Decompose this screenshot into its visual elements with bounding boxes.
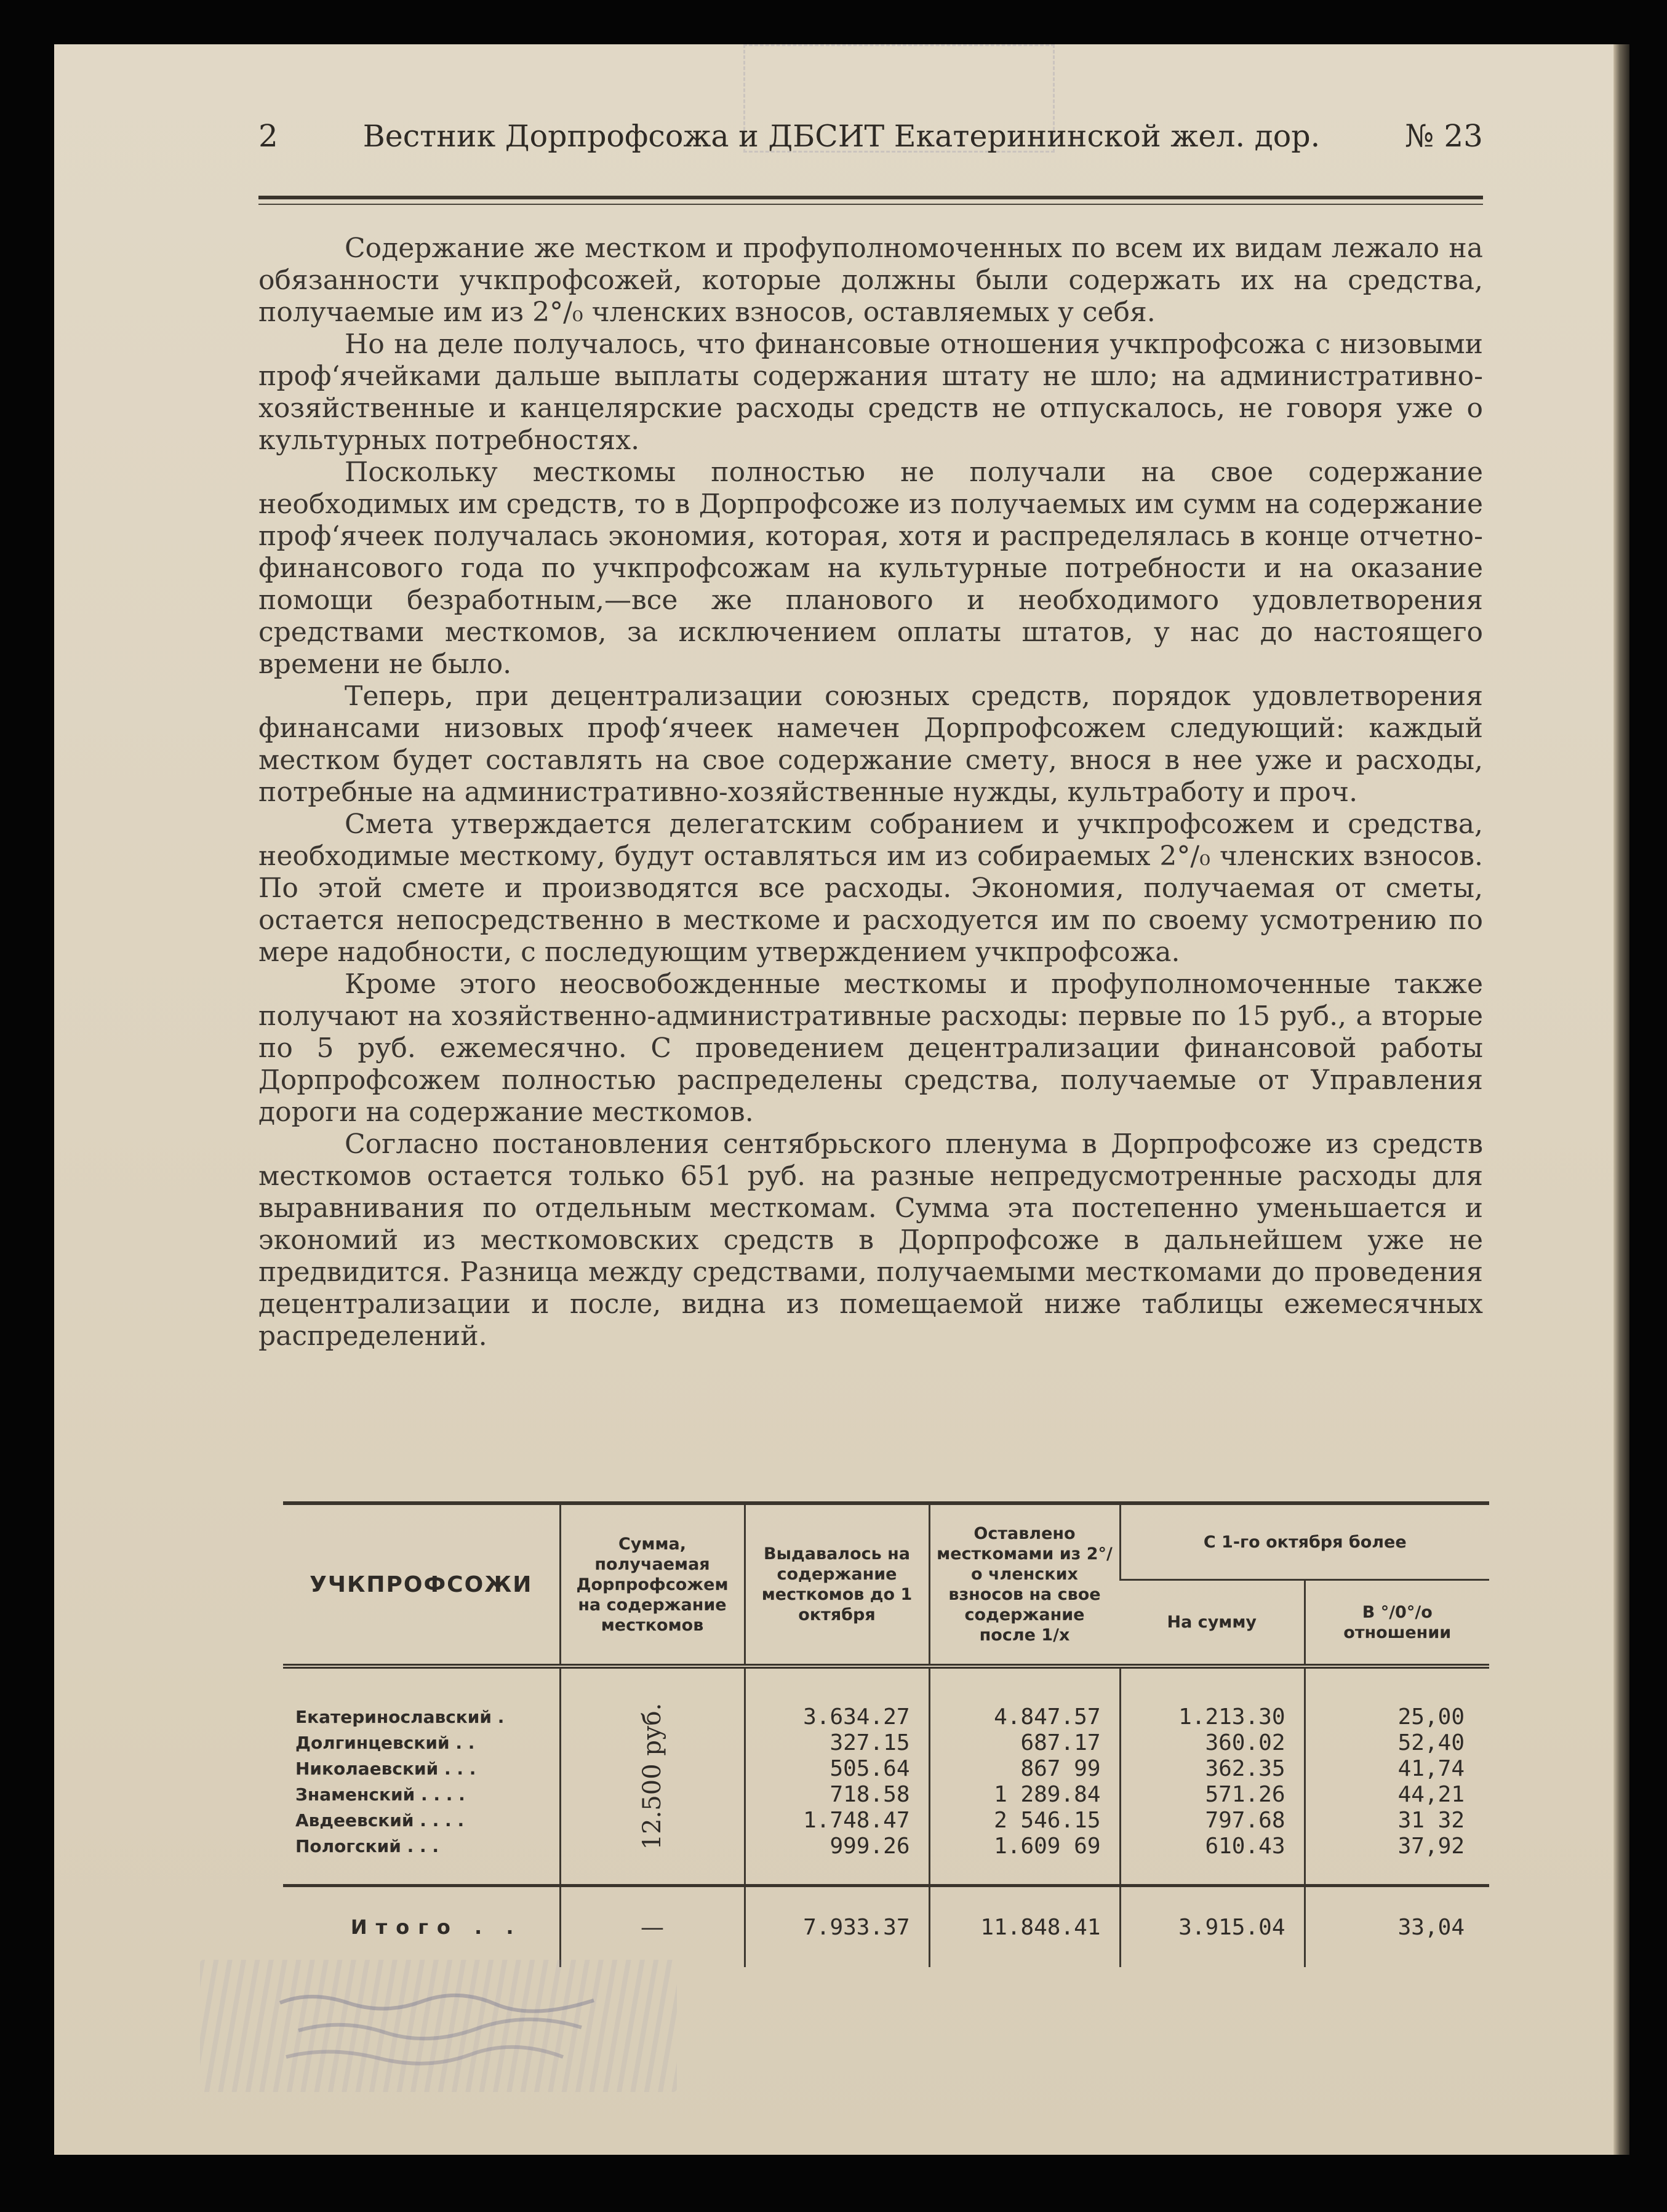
received-total-cell — [560, 1666, 745, 1886]
percent-value: 25,00 — [1397, 1704, 1465, 1730]
header-received: Сумма, получаемая Дорпрофсожем на содержание месткомов — [560, 1503, 745, 1666]
paid-before-value: 3.634.27 — [803, 1704, 910, 1730]
paragraph: Но на деле получалось, что финансовые отношения учкпрофсожа с низовыми проф‘ячейками дальше выплаты содержания штату не шло; на административно-хозяйственные и канцелярские расходы средств не отпускалось, не говоря уже о культурных потребностях. — [258, 329, 1483, 456]
distribution-table-wrap — [283, 1501, 1489, 1987]
union-name: Авдеевский . . . . — [295, 1810, 465, 1831]
total-received: — — [560, 1886, 745, 1968]
kept-after-value: 2 546.15 — [994, 1808, 1101, 1833]
paid-before-value: 505.64 — [830, 1756, 910, 1781]
total-amount: 3.915.04 — [1120, 1886, 1305, 1968]
kept-after-value: 1 289.84 — [994, 1782, 1101, 1807]
total-percent: 33,04 — [1305, 1886, 1489, 1968]
percent-value: 37,92 — [1397, 1834, 1465, 1859]
percent-cells — [1305, 1666, 1489, 1886]
amount-value: 797.68 — [1205, 1808, 1285, 1833]
journal-title: Вестник Дорпрофсожа и ДБСИТ Екатерининской жел. дор. — [362, 119, 1321, 154]
stamp-illegible-marks — [274, 1984, 643, 2079]
header-since-october: С 1-го октября более — [1120, 1503, 1489, 1580]
header-kept-after: Оставлено месткомами из 2°/о членских взносов на свое содержание после 1/х — [929, 1503, 1120, 1666]
article-body — [258, 233, 1483, 1352]
amount-value: 1.213.30 — [1178, 1704, 1285, 1730]
paid-before-value: 327.15 — [830, 1730, 910, 1755]
kept-after-value: 4.847.57 — [994, 1704, 1101, 1730]
union-name: Долгинцевский . . — [295, 1733, 475, 1753]
percent-value: 44,21 — [1397, 1782, 1465, 1807]
paragraph: Содержание же местком и профуполномоченных по всем их видам лежало на обязанности учкпрофсожей, которые должны были содержать их на средства, получаемые им из 2°/₀ членских взносов, оставляемых у себя. — [258, 233, 1483, 328]
paragraph: Смета утверждается делегатским собранием и учкпрофсожем и средства, необходимые месткому, будут оставляться им из собираемых 2°/₀ членских взносов. По этой смете и производятся все расходы. Экономия, получаемая от сметы, остается непосредственно в месткоме и расходуется им по своему усмотрению по мере надобности, с последующим утверждением учкпрофсожа. — [258, 809, 1483, 968]
header-rule — [258, 196, 1483, 199]
kept-after-cells — [929, 1666, 1120, 1886]
amount-value: 610.43 — [1205, 1834, 1285, 1859]
amount-value: 571.26 — [1205, 1782, 1285, 1807]
percent-value: 41,74 — [1397, 1756, 1465, 1781]
union-names — [283, 1666, 560, 1886]
page-number: 2 — [258, 118, 278, 154]
paragraph: Теперь, при децентрализации союзных средств, порядок удовлетворения финансами низовых проф‘ячеек намечен Дорпрофсожем следующий: каждый местком будет составлять на свое содержание смету, внося в нее уже и расходы, потребные на административно-хозяйственные нужды, культработу и проч. — [258, 681, 1483, 808]
page-header — [258, 111, 1483, 154]
header-amount: На сумму — [1167, 1613, 1257, 1632]
paragraph: Согласно постановления сентябрьского пленума в Дорпрофсоже из средств месткомов остается только 651 руб. на разные непредусмотренные расходы для выравнивания по отдельным месткомам. Сумма эта постепенно уменьшается и экономий из месткомовских средств в Дорпрофсоже в дальнейшем уже не предвидится. Разница между средствами, получаемыми месткомами до проведения децентрализации и после, видна из помещаемой ниже таблицы ежемесячных распределений. — [258, 1128, 1483, 1352]
paid-before-value: 1.748.47 — [803, 1808, 910, 1833]
binding-shadow — [1613, 44, 1629, 2155]
kept-after-value: 867 99 — [1020, 1756, 1101, 1781]
header-rule-thin — [258, 204, 1483, 205]
distribution-table — [283, 1501, 1489, 1967]
paragraph: Кроме этого неосвобожденные месткомы и профуполномоченные также получают на хозяйственно-административные расходы: первые по 15 руб., а вторые по 5 руб. ежемесячно. С проведением децентрализации финансовой работы Дорпрофсожем полностью распределены средства, получаемые от Управления дороги на содержание месткомов. — [258, 968, 1483, 1128]
paid-before-value: 999.26 — [830, 1834, 910, 1859]
amount-value: 362.35 — [1205, 1756, 1285, 1781]
paragraph: Поскольку месткомы полностью не получали на свое содержание необходимых им средств, то в Дорпрофсоже из получаемых им сумм на содержание проф‘ячеек получалась экономия, которая, хотя и распределялась в конце отчетно-финансового года по учкпрофсожам на культурные потребности и на оказание помощи безработным,—все же планового и необходимого удовлетворения средствами месткомов, за исключением оплаты штатов, у нас до настоящего времени не было. — [258, 457, 1483, 680]
amount-value: 360.02 — [1205, 1730, 1285, 1755]
percent-value: 52,40 — [1397, 1730, 1465, 1755]
issue-number: № 23 — [1405, 118, 1483, 154]
table-body-row — [283, 1666, 1489, 1886]
total-paid-before: 7.933.37 — [745, 1886, 929, 1968]
union-name: Знаменский . . . . — [295, 1784, 465, 1805]
paid-before-value: 718.58 — [830, 1782, 910, 1807]
union-name: Пологский . . . — [295, 1836, 439, 1856]
received-total: 12.500 руб. — [638, 1703, 666, 1850]
total-label: Итого . . — [350, 1915, 522, 1939]
kept-after-value: 1.609 69 — [994, 1834, 1101, 1859]
percent-value: 31 32 — [1397, 1808, 1465, 1833]
header-unions: УЧКПРОФСОЖИ — [310, 1571, 533, 1597]
union-name: Николаевский . . . — [295, 1759, 476, 1779]
total-kept-after: 11.848.41 — [929, 1886, 1120, 1968]
kept-after-value: 687.17 — [1020, 1730, 1101, 1755]
table-total-row — [283, 1886, 1489, 1968]
faded-library-stamp — [200, 1960, 677, 2092]
header-paid-before: Выдавалось на содержание месткомов до 1 октября — [745, 1503, 929, 1666]
amount-cells — [1120, 1666, 1305, 1886]
header-percent: В °/0°/о отношении — [1305, 1580, 1489, 1667]
union-name: Екатеринославский . — [295, 1707, 505, 1727]
paid-before-cells — [745, 1666, 929, 1886]
